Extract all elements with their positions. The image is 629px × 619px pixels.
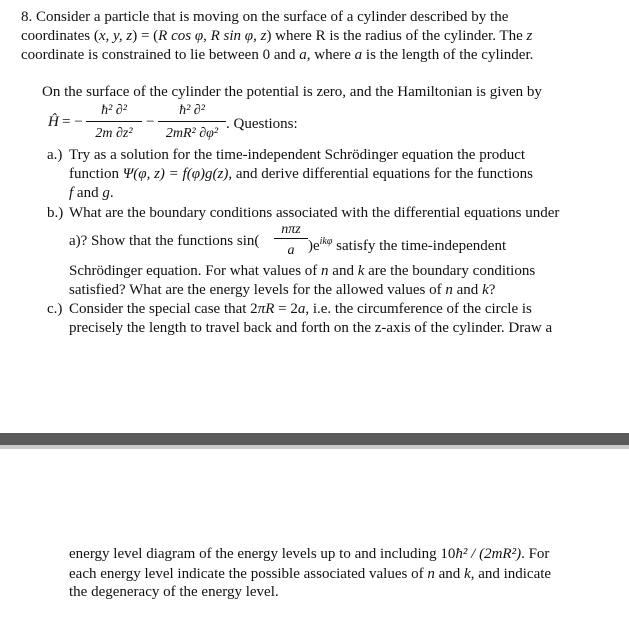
term2-numerator: ħ² ∂² <box>179 103 205 118</box>
problem-intro-line-3: coordinate is constrained to lie between 0 and a, where a is the length of the cylinder. <box>21 47 534 63</box>
question-b-line-2-end: )$e^{ik\varphi}$ satisfy the time-independent <box>308 236 507 254</box>
hamiltonian-eq: = − <box>62 114 83 130</box>
question-a-line-1: Try as a solution for the time-independent Schrödinger equation the product <box>69 147 526 163</box>
problem-intro-line-1: 8. Consider a particle that is moving on the surface of a cylinder described by the <box>21 9 509 25</box>
problem-intro-line-2: coordinates (x, y, z) = (R cos φ, R sin φ, z) where R is the radius of the cylinder. The z <box>21 28 533 44</box>
question-c-line-3: energy level diagram of the energy levels up to and including 10ħ² / (2mR²). For <box>69 546 550 562</box>
term2-fraction-bar <box>158 121 226 122</box>
hamiltonian-minus: − <box>146 114 155 130</box>
term1-numerator: ħ² ∂² <box>101 103 127 118</box>
question-c-line-1: Consider the special case that 2πR = 2a, i.e. the circumference of the circle is <box>69 301 532 317</box>
b-fraction-denominator: a <box>287 243 295 258</box>
question-b-line-2-start: a)? Show that the functions sin( <box>69 233 260 249</box>
hamiltonian-lhs: Ĥ <box>48 114 59 130</box>
question-b-line-1: What are the boundary conditions associated with the differential equations under <box>69 205 560 221</box>
question-b-label: b.) <box>47 205 64 221</box>
question-a-line-3: f and g. <box>69 185 114 201</box>
b-fraction-numerator: nπz <box>281 222 301 237</box>
page-separator-shadow <box>0 445 629 449</box>
page-separator <box>0 433 629 445</box>
term1-fraction-bar <box>86 121 142 122</box>
question-c-line-2: precisely the length to travel back and forth on the z-axis of the cylinder. Draw a <box>69 320 553 336</box>
question-c-label: c.) <box>47 301 63 317</box>
hamiltonian-tail: . Questions: <box>226 116 298 132</box>
question-a-line-2: function Ψ(φ, z) = f(φ)g(z), and derive differential equations for the functions <box>69 166 533 182</box>
term1-denominator: 2m ∂z² <box>95 126 133 141</box>
b-fraction-bar <box>274 238 308 239</box>
potential-line: On the surface of the cylinder the potential is zero, and the Hamiltonian is given by <box>42 84 542 100</box>
question-b-line-3: Schrödinger equation. For what values of n and k are the boundary conditions <box>69 263 536 279</box>
question-c-line-5: the degeneracy of the energy level. <box>69 584 279 600</box>
question-c-line-4: each energy level indicate the possible associated values of n and k, and indicate <box>69 566 552 582</box>
question-b-line-4: satisfied? What are the energy levels for the allowed values of n and k? <box>69 282 496 298</box>
question-a-label: a.) <box>47 147 63 163</box>
term2-denominator: 2mR² ∂φ² <box>165 126 219 141</box>
